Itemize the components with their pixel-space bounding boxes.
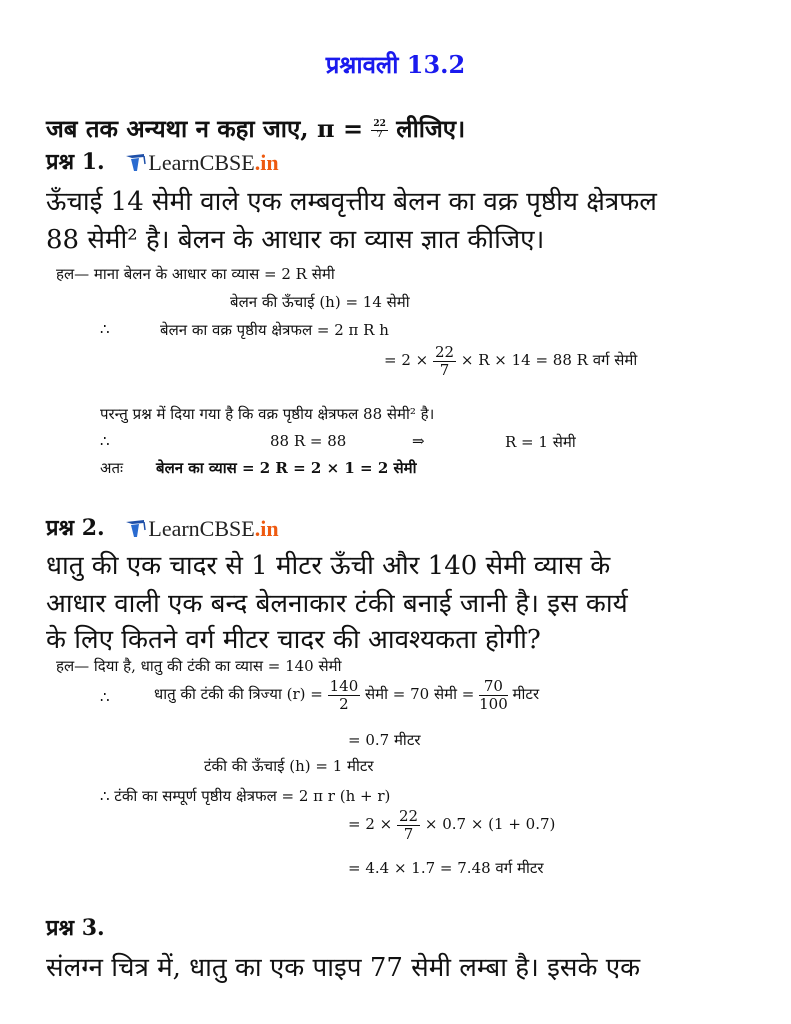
q2-sol-3: = 0.7 मीटर [348, 731, 421, 749]
denominator: 7 [376, 130, 383, 140]
d: 2 [339, 694, 349, 713]
q1-sol-7b: बेलन का व्यास = 2 R = 2 × 1 = 2 सेमी [156, 459, 417, 477]
q2-line2: आधार वाली एक बन्द बेलनाकार टंकी बनाई जानी है। इस कार्य [46, 589, 628, 619]
n: 22 [399, 807, 419, 825]
d: 7 [439, 360, 450, 379]
t: धातु की टंकी की त्रिज्या (r) = [154, 685, 323, 703]
fraction [433, 344, 456, 378]
q1-line2: 88 सेमी² है। बेलन के आधार का व्यास ज्ञात कीजिए। [46, 225, 545, 255]
d: 7 [403, 824, 414, 843]
n: 70 [479, 678, 508, 696]
logo-suffix: .in [254, 150, 279, 175]
q2-line3: के लिए कितने वर्ग मीटर चादर की आवश्यकता होगी? [46, 625, 541, 655]
n: 22 [435, 343, 455, 361]
fraction [328, 678, 361, 712]
question-1-label [46, 146, 279, 176]
q1-sol-4 [384, 344, 637, 378]
numerator: 22 [373, 119, 386, 130]
q1-sol-1: हल— माना बेलन के आधार का व्यास = 2 R सेमी [56, 265, 335, 283]
q1-line1: ऊँचाई 14 सेमी वाले एक लम्बवृत्तीय बेलन का वक्र पृष्ठीय क्षेत्रफल [46, 187, 657, 217]
q1-sol-3a: ∴ [100, 320, 110, 338]
learncbse-logo [124, 516, 278, 542]
q2-line1: धातु की एक चादर से 1 मीटर ऊँची और 140 सेमी व्यास के [46, 551, 611, 581]
fraction [397, 808, 420, 842]
instruction-tail: लीजिए। [396, 114, 466, 143]
q1-sol-2: बेलन की ऊँचाई (h) = 14 सेमी [230, 293, 410, 311]
t: × R × 14 = 88 R वर्ग सेमी [460, 351, 638, 369]
q1-sol-6c: ⇒ [412, 432, 425, 450]
t: मीटर [512, 685, 540, 703]
t: = 2 × [384, 351, 429, 369]
t: सेमी = 70 सेमी = [365, 685, 475, 703]
logo-suffix: .in [254, 516, 279, 541]
pi-fraction [371, 120, 388, 141]
q3-line1: संलग्न चित्र में, धातु का एक पाइप 77 सेमी लम्बा है। इसके एक [46, 953, 641, 983]
q2-sol-1: हल— दिया है, धातु की टंकी का व्यास = 140 सेमी [56, 657, 342, 675]
q2-sol-5: ∴ टंकी का सम्पूर्ण पृष्ठीय क्षेत्रफल = 2 π r (h + r) [100, 787, 391, 805]
q-label: प्रश्न 1. [46, 149, 105, 175]
q2-sol-2 [154, 678, 539, 712]
q2-sol-6 [348, 808, 555, 842]
instruction [46, 112, 465, 145]
q1-sol-6a: ∴ [100, 432, 110, 450]
pi-symbol: π = [317, 114, 364, 143]
q1-sol-6d: R = 1 सेमी [505, 433, 576, 451]
graduation-cap-icon [124, 517, 148, 541]
logo-text: LearnCBSE [148, 150, 255, 175]
fraction [479, 678, 508, 712]
question-2-label [46, 512, 279, 542]
q1-sol-3: बेलन का वक्र पृष्ठीय क्षेत्रफल = 2 π R h [160, 321, 389, 339]
q1-sol-5: परन्तु प्रश्न में दिया गया है कि वक्र पृष्ठीय क्षेत्रफल 88 सेमी² है। [100, 405, 435, 423]
q1-sol-6b: 88 R = 88 [270, 432, 347, 450]
t: × 0.7 × (1 + 0.7) [424, 815, 556, 833]
q2-sol-7: = 4.4 × 1.7 = 7.48 वर्ग मीटर [348, 859, 544, 877]
graduation-cap-icon [124, 151, 148, 175]
q2-sol-2a: ∴ [100, 688, 110, 706]
instruction-text: जब तक अन्यथा न कहा जाए, [46, 114, 309, 143]
question-3-label: प्रश्न 3. [46, 915, 105, 941]
n: 140 [329, 677, 359, 695]
q1-sol-7a: अतः [100, 459, 124, 477]
logo-text: LearnCBSE [148, 516, 255, 541]
d: 100 [479, 694, 508, 713]
learncbse-logo [124, 150, 278, 176]
q-label: प्रश्न 2. [46, 515, 105, 541]
page-title: प्रश्नावली 13.2 [325, 50, 466, 79]
t: = 2 × [348, 815, 393, 833]
q2-sol-4: टंकी की ऊँचाई (h) = 1 मीटर [204, 757, 374, 775]
